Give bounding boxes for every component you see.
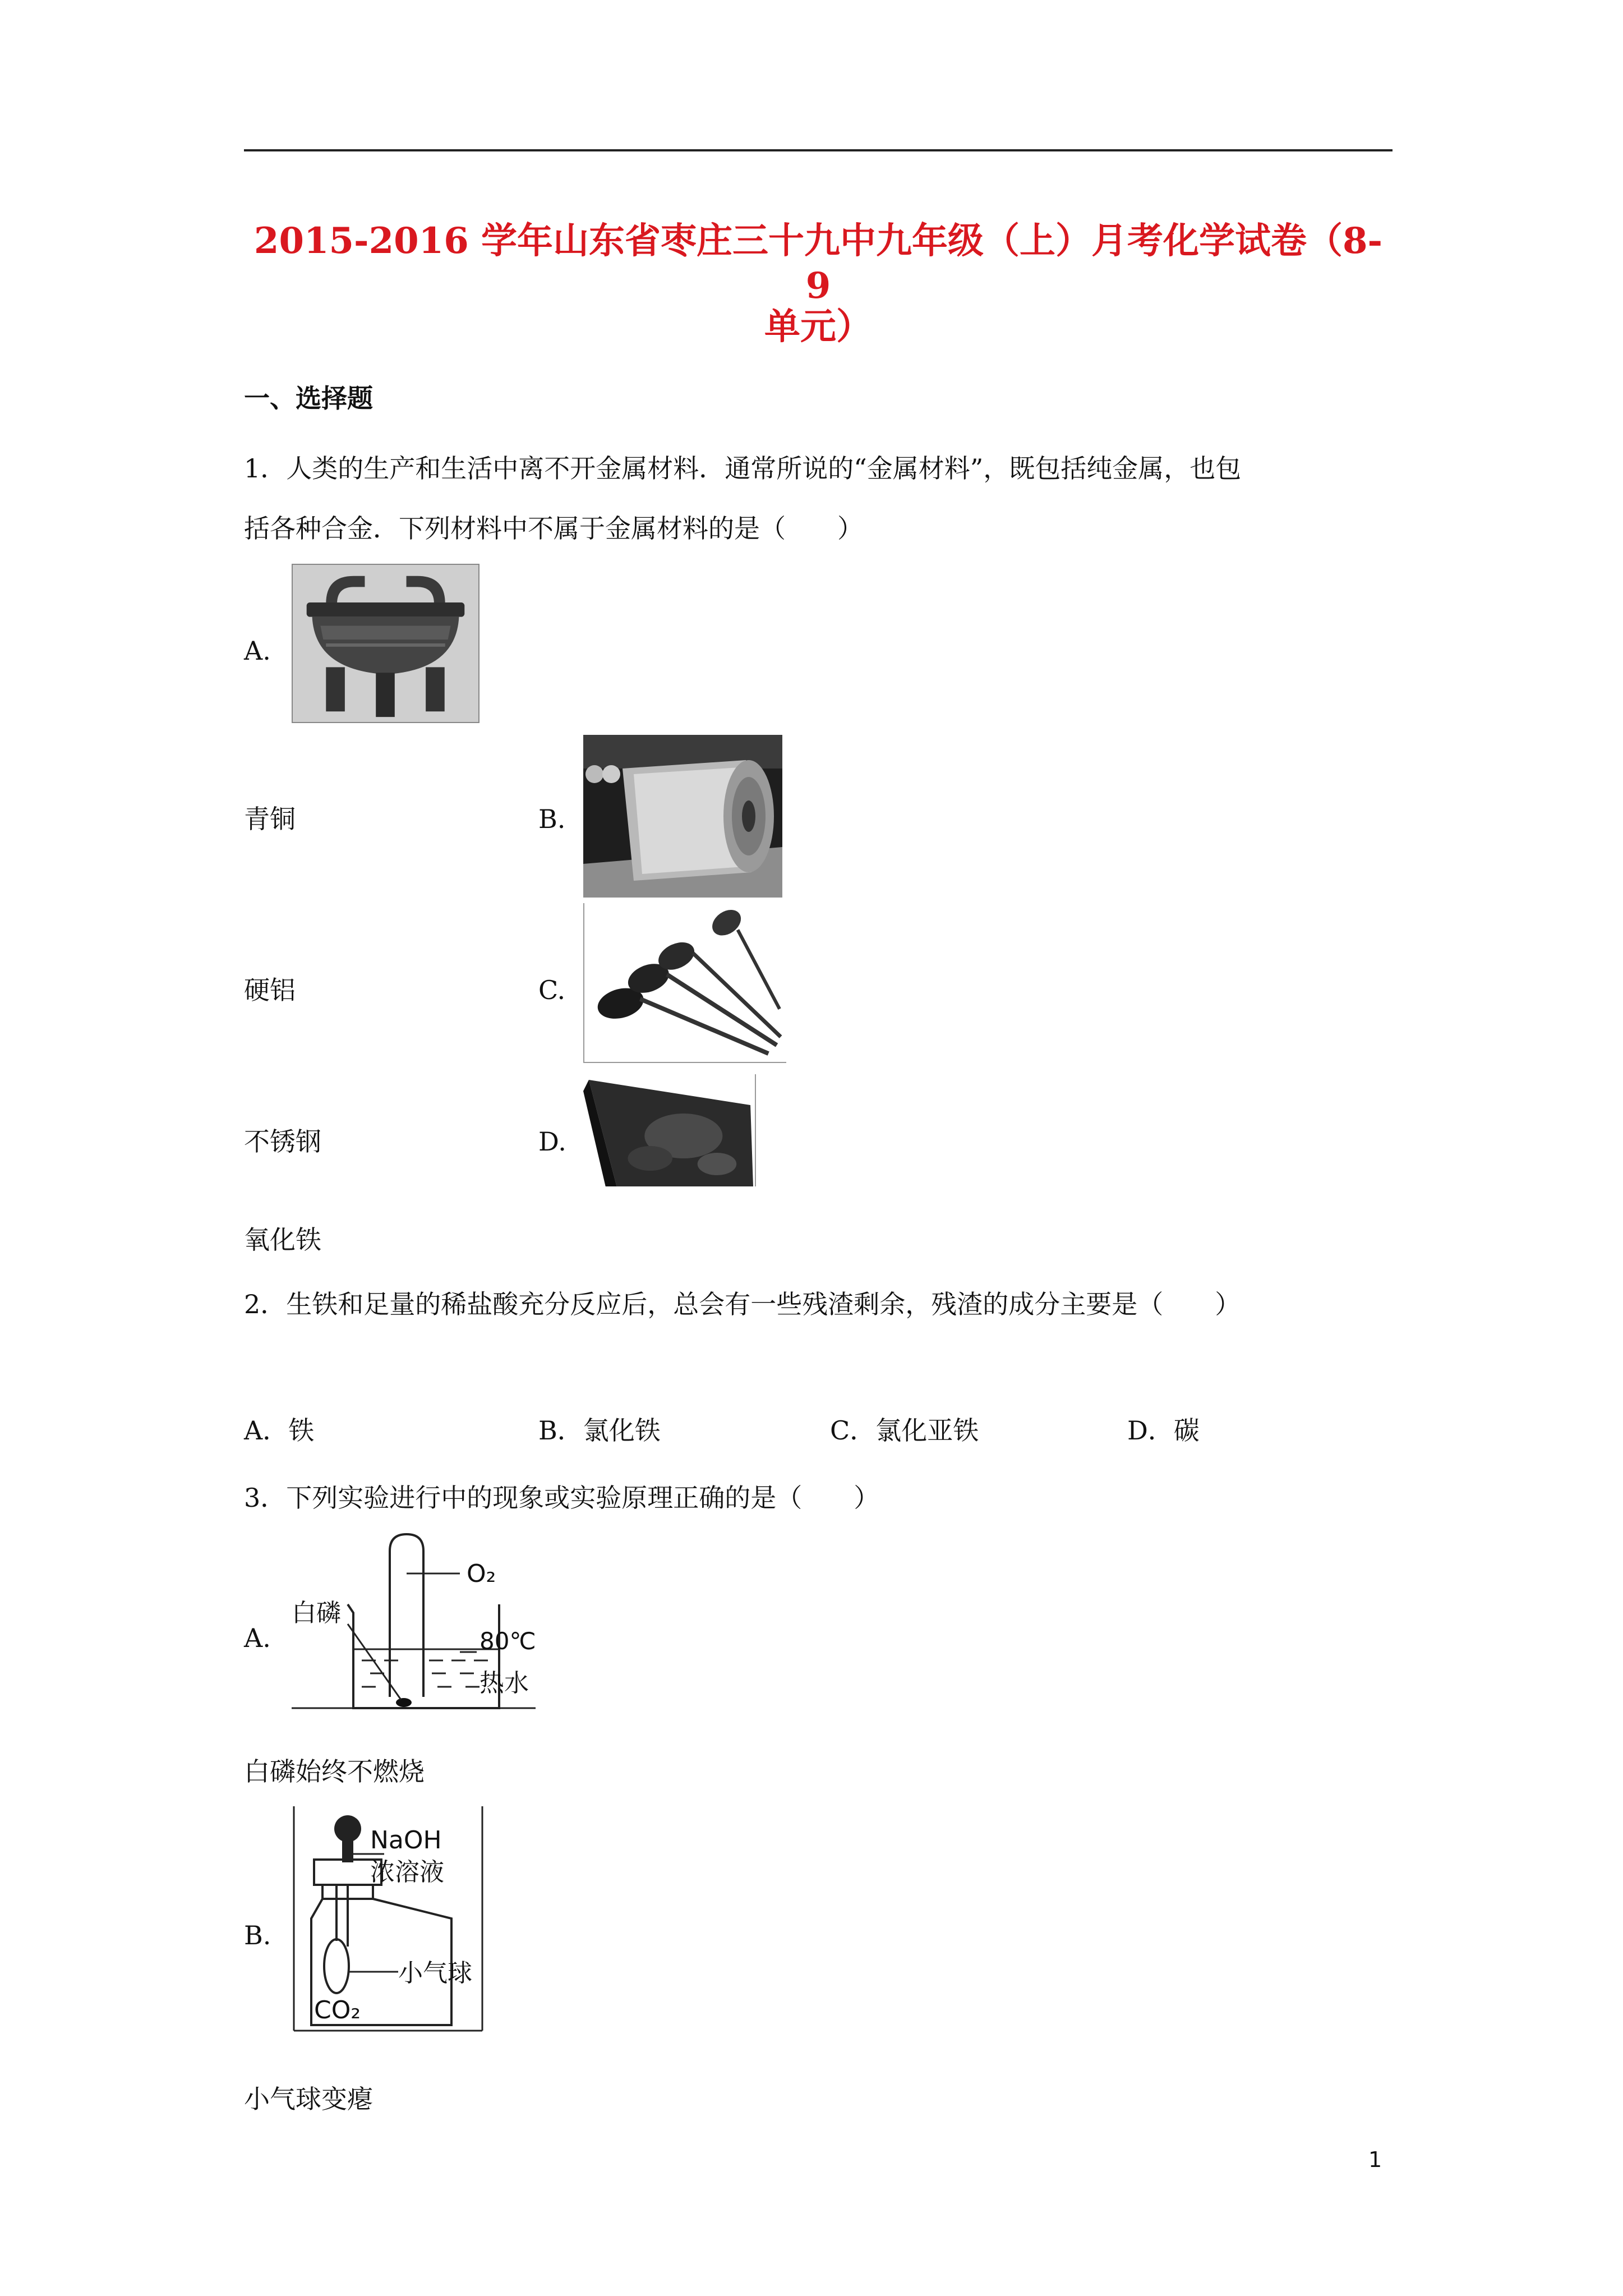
balloon-label: 小气球 [398,1959,472,1987]
concentrated-solution-label: 浓溶液 [370,1858,444,1887]
co2-balloon-diagram [292,1806,485,2033]
exam-title-line1: 2015-2016 学年山东省枣庄三十九中九年级（上）月考化学试卷（8-9 [253,220,1383,307]
co2-label: CO₂ [314,1996,361,2024]
q2-stem: 2．生铁和足量的稀盐酸充分反应后，总会有一些残渣剩余，残渣的成分主要是（ ） [244,1289,1241,1319]
q1-option-a-caption: 青铜 [244,804,296,834]
q3-stem: 3．下列实验进行中的现象或实验原理正确的是（ ） [244,1483,880,1513]
q1-option-d-letter: D. [538,1126,566,1157]
phosphorus-experiment-diagram [292,1529,536,1714]
q2-option-d: D．碳 [1127,1415,1200,1446]
q2-option-c: C．氯化亚铁 [830,1415,979,1446]
white-phosphorus-label: 白磷 [292,1599,341,1627]
q3-option-b-letter: B. [244,1920,271,1950]
q1-option-c-letter: C. [538,975,566,1005]
q3-option-a-caption: 白磷始终不燃烧 [244,1756,425,1787]
q3-option-a-letter: A. [244,1623,271,1653]
q1-option-d-caption: 氧化铁 [244,1225,321,1255]
iron-oxide-block-image [583,1074,756,1186]
o2-label: O₂ [467,1559,496,1588]
temperature-label: 80℃ [479,1627,536,1655]
hot-water-label: 热水 [479,1669,529,1697]
aluminum-coil-image [583,735,782,898]
naoh-label: NaOH [370,1826,442,1855]
q3-option-b-caption: 小气球变瘪 [244,2084,373,2114]
q1-option-b-caption: 硬铝 [244,975,296,1005]
q1-stem-line2: 括各种合金．下列材料中不属于金属材料的是（ ） [244,513,863,544]
q2-option-b: B．氯化铁 [538,1415,661,1446]
q1-stem-line1: 1．人类的生产和生活中离不开金属材料．通常所说的“金属材料”，既包括纯金属，也包 [244,453,1242,484]
q1-option-a-letter: A. [244,636,271,666]
header-rule [244,149,1393,151]
section-heading: 一、选择题 [244,383,373,413]
q1-option-c-caption: 不锈钢 [244,1126,321,1157]
steel-spoons-image [583,903,786,1063]
bronze-ding-image [292,564,479,723]
q2-option-a: A．铁 [244,1415,315,1446]
q1-option-b-letter: B. [538,804,566,834]
page-number: 1 [1368,2147,1382,2172]
exam-title-line2: 单元） [764,306,872,348]
